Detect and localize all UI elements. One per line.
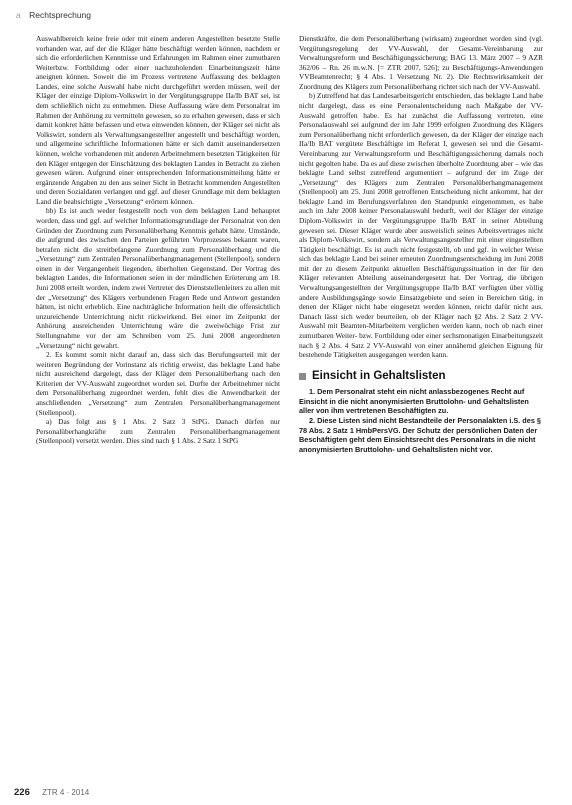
body-paragraph: a) Das folgt aus § 1 Abs. 2 Satz 3 StPG. Danach dürfen nur Personalüberhangkräfte zum Zentralen Personalüberhangmanagement (Stellenpool) versetzt werden. Dies sind nach § 1 Abs. 2 Satz 1 StPG bbox=[36, 417, 280, 446]
body-paragraph: Auswahlbereich keine freie oder mit einem anderen Angestellten besetzte Stelle vorhanden war, auf der die Kläger hätte beschäftigt werden können, nachdem er sich die erforderlichen Kenntnisse und Erfahrungen im Rahmen einer zumutbaren Weiterbzw. Fortbildung oder einer nachzuholenden Einarbeitungszeit hätte aneignen können. Soweit die im Prozess vertretene Auffassung des beklagten Landes, eine solche Auswahl habe nicht durchgeführt werden müssen, weil der Kläger der einzige Diplom-Volkswirt in der Vergütungsgruppe IIa/Ib BAT sei, ist dem schließlich nicht zu entnehmen. Diese Auffassung wäre dem Personalrat im Rahmen der Anhörung zu vermitteln gewesen, so zu erhalten gewesen, dass er sich damit konkret hätte befassen und etwa einwenden können, der Kläger sei nicht als Volkswirt, sondern als Verwaltungsangestellter angestellt und beschäftigt worden, und allgemeine schriftliche Informationen hätte er sich damit auseinandersetzen können, welche vorhandenen mit anderen Arbeitnehmern besetzten Tätigkeiten für den Kläger entgegen der Einschätzung des beklagten Landes in Betracht zu ziehen gewesen wären. Aufgrund einer entsprechenden Informationsmitteilung hätte er ergänzende Angaben zu den aus seiner Sicht in Betracht kommenden Angestellten und deren Sozialdaten verlangen und ggf. auf dieser Grundlage mit dem beklagten Land die beabsichtigte „Versetzung“ erörtern können. bbox=[36, 34, 280, 206]
body-paragraph: Dienstkräfte, die dem Personalüberhang (wirksam) zugeordnet worden sind (vgl. Vergütungsregelung der VV-Auswahl, der Gesamt-Vereinbarung zur Verwaltungsreform und Beschäftigungssicherung; BAG 13. März 2007 – 9 AZR 362/06 – Rn. 26 m.w.N. [= ZTR 2007, 526]; zu Beschäftigungs-Anwendungen VVBeamtenrecht; § 4 Abs. 1 Versetzung Nr. 2). Die Rechtswirksamkeit der Zuordnung des Klägers zum Personalüberhang richtet sich nach der VV-Auswahl. bbox=[299, 34, 543, 91]
running-head bbox=[16, 10, 91, 20]
right-column bbox=[299, 34, 543, 454]
header-marker: a bbox=[16, 10, 21, 20]
issue-label: ZTR 4 · 2014 bbox=[42, 788, 90, 797]
body-paragraph: bb) Es ist auch weder festgestellt noch von dem beklagten Land behauptet worden, dass und ggf. auf welcher Informationsgrundlage der Personalrat von den Gründen der Zuordnung zum Personalüberhang Kenntnis gehabt hätte. Umstände, die aufgrund des zwischen den Parteien geführten Vorprozesses bekannt waren, betrafen nicht die streitbefangene Zuordnung zum Personalüberhang und die „Versetzung“ zum Zentralen Personalüberhangmanagement (Stellenpool), sondern einen in der Vergangenheit liegenden, überholten Gegenstand. Der Vortrag des beklagten Landes, die Informationen seien in der mündlichen Erörterung am 18. Juni 2008 erteilt worden, indem zwei Vertreter des Dienststellenleiters zu allen mit der „Versetzung“ des Klägers verbundenen Fragen Rede und Antwort gestanden hätten, ist nicht erheblich. Eine nachträgliche Information heilt die offensichtlich unzureichende Unterrichtung nicht rückwirkend. Bei einer im Zeitpunkt der Anhörung ausreichenden Unterrichtung wäre die zweiwöchige Frist zur Stellungnahme vor der am Schreiben vom 25. Juni 2008 angeordneten „Versetzung“ nicht gewahrt. bbox=[36, 206, 280, 350]
body-paragraph: 2. Es kommt somit nicht darauf an, dass sich das Berufungsurteil mit der weiteren Begründung der Vorinstanz als richtig erweist, das beklagte Land habe nicht ausreichend dargelegt, dass der Kläger dem Personalüberhang nach den Kriterien der VV-Auswahl zugeordnet worden sei. Durfte der Arbeitnehmer nicht dem Personalüberhang zugeordnet werden, fehlt dies die Anwendbarkeit der anschließenden „Versetzung“ zum Zentralen Personalüberhangmanagement (Stellenpool). bbox=[36, 350, 280, 417]
section-heading bbox=[299, 369, 543, 382]
headnote-paragraph: 1. Dem Personalrat steht ein nicht anlassbezogenes Recht auf Einsicht in die nicht anonymisierten Bruttolohn- und Gehaltslisten aller von ihm vertretenen Beschäftigten zu. bbox=[299, 387, 529, 416]
page-number: 226 bbox=[14, 787, 30, 798]
square-bullet-icon bbox=[299, 373, 306, 380]
section-title: Einsicht in Gehaltslisten bbox=[312, 369, 446, 382]
left-column bbox=[36, 34, 280, 446]
page-footer bbox=[14, 787, 89, 798]
headnote-paragraph: 2. Diese Listen sind nicht Bestandteile der Personalakten i.S. des § 78 Abs. 2 Satz 1 HmbPersVG. Der Schutz der persönlichen Daten der Beschäftigten geht dem Einsichtsrecht des Personalrats in die nicht anonymisierten Bruttolohn- und Gehaltslisten nicht vor. bbox=[299, 416, 541, 454]
body-paragraph: b) Zutreffend hat das Landesarbeitsgericht entschieden, das beklagte Land habe nicht dargelegt, dass es eine Personalentscheidung nach Maßgabe der VV-Auswahl getroffen habe. Es hat zunächst die Auffassung vertreten, eine Personalauswahl sei aufgrund der im Jahr 1999 erfolgten Zuordnung des Klägers zum Personalüberhang nicht erforderlich gewesen, da der Kläger der einzige nach IIa/Ib BAT vergütete Beschäftigte im Referat I, gewesen sei und die Gesamt-Vereinbarung zur Verwaltungsreform und Beschäftigungssicherung damals noch nicht gegolten habe. Da es auf diese zwischen überholte Zuordnung aber – wie das beklagte Land selbst zutreffend argumentiert – aufgrund der im Zuge der „Versetzung“ des Klägers zum Zentralen Personalüberhangmanagement (Stellenpool) am 25. Juni 2008 getroffenen Entscheidung nicht ankommt, hat der beklagte Land im Berufungsverfahren den Standpunkt eingenommen, es habe auch im Jahr 2008 keiner Personalauswahl bedurft, weil der Kläger der einzige Diplom-Volkswirt in der Vergütungsgruppe IIa/Ib BAT in seiner Abteilung gewesen sei. Dieser Kläger wurde aber ausweislich seines Arbeitsvertrages nicht als Diplom-Volkswirt, sondern als Verwaltungsangestellter mit einer eingestellten Tätigkeit beschäftigt. Es ist auch nicht festgestellt, ob und ggf. in welcher Weise sich das beklagte Land bei seiner erneuten Zuordnungsentscheidung im Juni 2008 mit der zu diesem Zeitpunkt aktuellen Beschäftigungssituation in der für den Kläger relevanten Abteilung auseinandergesetzt hat. Der Vortrag, die übrigen Verwaltungsangestellten der Vergütungsgruppe IIa/Ib BAT verfügten über völlig andere Ausbildungsgänge sowie Einsatzgebiete und seien in Bereichen tätig, in denen der Kläger nicht habe eingesetzt werden können, reicht dafür nicht aus. Danach lässt sich weder beurteilen, ob der Kläger nach §2 Abs. 2 Satz 2 VV-Auswahl mit Beamten-Mitarbeitern verglichen werden kann, noch ob nach einer zumutbaren Weiter- bzw. Fortbildung oder einer sechsmonatigen Einarbeitungszeit nach § 2 Abs. 4 Satz 2 VV-Auswahl von einer annähernd gleichen Eignung für bestehende Tätigkeiten ausgegangen werden kann. bbox=[299, 91, 543, 360]
section-label: Rechtsprechung bbox=[29, 10, 92, 20]
